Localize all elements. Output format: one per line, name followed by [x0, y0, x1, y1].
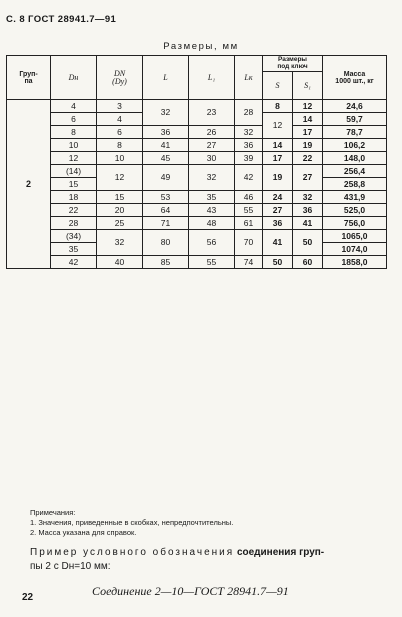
- L-cell: 71: [143, 217, 189, 230]
- S-cell: 41: [263, 230, 293, 256]
- dn-cell: 10: [51, 139, 97, 152]
- L1-cell: 56: [189, 230, 235, 256]
- group-number: 2: [7, 100, 51, 269]
- mass-cell: 431,9: [323, 191, 387, 204]
- dn-cell: (14): [51, 165, 97, 178]
- Lk-cell: 70: [235, 230, 263, 256]
- Lk-cell: 46: [235, 191, 263, 204]
- nominal-cell: 32: [97, 230, 143, 256]
- S1-cell: 12: [293, 100, 323, 113]
- page-number: 22: [22, 592, 34, 603]
- units-caption: Размеры, мм: [163, 41, 239, 52]
- note-item: 2. Масса указана для справок.: [30, 528, 137, 537]
- L-cell: 41: [143, 139, 189, 152]
- L1-cell: 26: [189, 126, 235, 139]
- L1-cell: 55: [189, 256, 235, 269]
- nominal-cell: 10: [97, 152, 143, 165]
- S-cell: 19: [263, 165, 293, 191]
- L1-cell: 48: [189, 217, 235, 230]
- S-cell: 36: [263, 217, 293, 230]
- header-L1: L₁: [189, 56, 235, 100]
- L-cell: 32: [143, 100, 189, 126]
- dn-cell: 6: [51, 113, 97, 126]
- S1-cell: 19: [293, 139, 323, 152]
- dn-cell: 28: [51, 217, 97, 230]
- mass-cell: 78,7: [323, 126, 387, 139]
- L-cell: 53: [143, 191, 189, 204]
- dn-cell: 18: [51, 191, 97, 204]
- L-cell: 80: [143, 230, 189, 256]
- L1-cell: 23: [189, 100, 235, 126]
- dimensions-table: [6, 55, 387, 269]
- nominal-cell: 3: [97, 100, 143, 113]
- dn-cell: 42: [51, 256, 97, 269]
- Lk-cell: 61: [235, 217, 263, 230]
- note-item: 1. Значения, приведенные в скобках, непредпочтительны.: [30, 518, 234, 527]
- Lk-cell: 74: [235, 256, 263, 269]
- S-cell: 12: [263, 113, 293, 139]
- mass-cell: 24,6: [323, 100, 387, 113]
- L-cell: 85: [143, 256, 189, 269]
- header-S: S: [263, 72, 293, 100]
- Lk-cell: 28: [235, 100, 263, 126]
- S-cell: 27: [263, 204, 293, 217]
- nominal-cell: 8: [97, 139, 143, 152]
- Lk-cell: 39: [235, 152, 263, 165]
- header-L: L: [143, 56, 189, 100]
- L1-cell: 43: [189, 204, 235, 217]
- L1-cell: 27: [189, 139, 235, 152]
- S1-cell: 17: [293, 126, 323, 139]
- notes-block: [30, 508, 233, 538]
- mass-cell: 148,0: [323, 152, 387, 165]
- dn-cell: 35: [51, 243, 97, 256]
- notes-title: Примечания:: [30, 508, 76, 517]
- designation-example: [30, 546, 390, 574]
- S-cell: 14: [263, 139, 293, 152]
- mass-cell: 258,8: [323, 178, 387, 191]
- designation-formula: Соединение 2—10—ГОСТ 28941.7—91: [92, 584, 289, 598]
- mass-cell: 756,0: [323, 217, 387, 230]
- mass-cell: 106,2: [323, 139, 387, 152]
- nominal-cell: 40: [97, 256, 143, 269]
- S-cell: 8: [263, 100, 293, 113]
- nominal-cell: 6: [97, 126, 143, 139]
- mass-cell: 1065,0: [323, 230, 387, 243]
- mass-cell: 525,0: [323, 204, 387, 217]
- dn-cell: 22: [51, 204, 97, 217]
- S1-cell: 50: [293, 230, 323, 256]
- nominal-cell: 4: [97, 113, 143, 126]
- Lk-cell: 32: [235, 126, 263, 139]
- L-cell: 49: [143, 165, 189, 191]
- mass-cell: 59,7: [323, 113, 387, 126]
- L1-cell: 30: [189, 152, 235, 165]
- S-cell: 50: [263, 256, 293, 269]
- header-group: Груп- па: [7, 56, 51, 100]
- S1-cell: 60: [293, 256, 323, 269]
- L-cell: 64: [143, 204, 189, 217]
- mass-cell: 1858,0: [323, 256, 387, 269]
- L1-cell: 32: [189, 165, 235, 191]
- nominal-cell: 20: [97, 204, 143, 217]
- header-nominal-diameter: DN (Dу): [97, 56, 143, 100]
- S1-cell: 32: [293, 191, 323, 204]
- page-header: С. 8 ГОСТ 28941.7—91: [6, 14, 117, 25]
- example-lead: Пример условного обозначения: [30, 547, 235, 558]
- example-bold-text: соединения груп-: [236, 547, 325, 558]
- S-cell: 24: [263, 191, 293, 204]
- dn-cell: 12: [51, 152, 97, 165]
- Lk-cell: 36: [235, 139, 263, 152]
- Lk-cell: 42: [235, 165, 263, 191]
- L-cell: 45: [143, 152, 189, 165]
- S-cell: 17: [263, 152, 293, 165]
- mass-cell: 1074,0: [323, 243, 387, 256]
- S1-cell: 41: [293, 217, 323, 230]
- S1-cell: 22: [293, 152, 323, 165]
- S1-cell: 36: [293, 204, 323, 217]
- Lk-cell: 55: [235, 204, 263, 217]
- dn-cell: 4: [51, 100, 97, 113]
- S1-cell: 14: [293, 113, 323, 126]
- nominal-cell: 15: [97, 191, 143, 204]
- header-dn: Dн: [51, 56, 97, 100]
- mass-cell: 256,4: [323, 165, 387, 178]
- S1-cell: 27: [293, 165, 323, 191]
- header-S1: S₁: [293, 72, 323, 100]
- header-wrench-size: Размеры под ключ: [263, 56, 323, 72]
- nominal-cell: 12: [97, 165, 143, 191]
- header-mass: Масса 1000 шт., кг: [323, 56, 387, 100]
- dn-cell: 15: [51, 178, 97, 191]
- example-line2: пы 2 с Dн=10 мм:: [30, 561, 111, 572]
- header-Lk: Lк: [235, 56, 263, 100]
- L1-cell: 35: [189, 191, 235, 204]
- nominal-cell: 25: [97, 217, 143, 230]
- dn-cell: (34): [51, 230, 97, 243]
- L-cell: 36: [143, 126, 189, 139]
- dn-cell: 8: [51, 126, 97, 139]
